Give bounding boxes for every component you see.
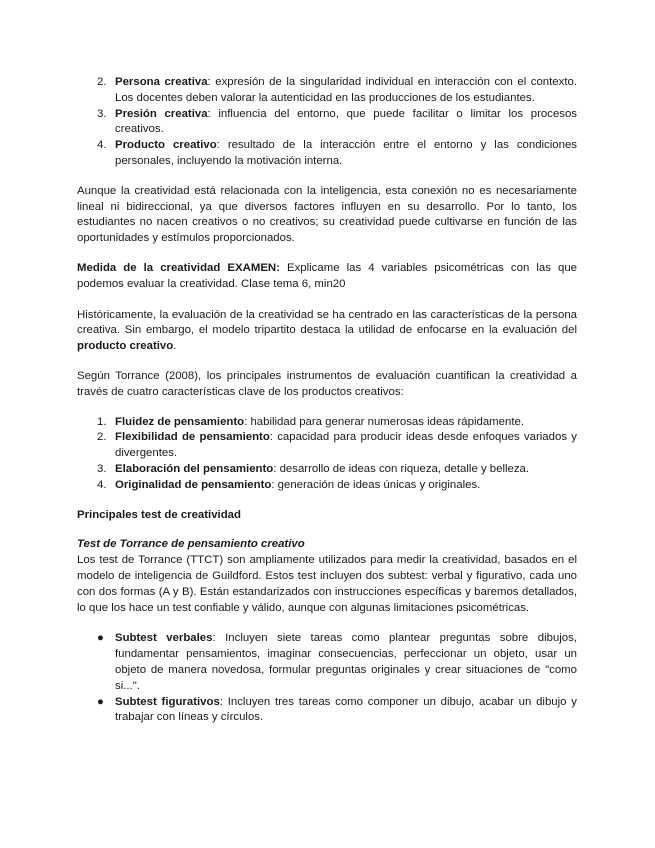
list-item — [77, 631, 577, 694]
list-text: : influencia del entorno, que puede facilitar o limitar los procesos creativos. — [115, 107, 577, 136]
list-number: 4. — [97, 139, 107, 152]
creativity-factors-list — [77, 75, 577, 170]
list-term: Presión creativa — [115, 107, 208, 120]
list-text: : Incluyen siete tareas como plantear preguntas sobre dibujos, fundamentar pensamientos, imaginar consecuencias, perfeccionar un objeto, usar un objeto de manera novedosa, formular preguntas originales y crear situaciones de "como si...". — [115, 632, 578, 692]
list-item — [77, 107, 577, 139]
list-item — [77, 695, 577, 727]
list-item — [77, 478, 577, 494]
list-number: 1. — [97, 415, 107, 428]
list-term: Flexibilidad de pensamiento — [115, 431, 270, 444]
list-term: Producto creativo — [115, 139, 217, 152]
paragraph-torrance: Según Torrance (2008), los principales instrumentos de evaluación cuantifican la creatividad a través de cuatro características clave de los productos creativos: — [77, 369, 577, 398]
list-item — [77, 462, 577, 478]
paragraph-ttct: Los test de Torrance (TTCT) son ampliamente utilizados para medir la creatividad, basados en el modelo de inteligencia de Guildford. Estos test incluyen dos subtest: verbal y figurativo, cada uno con dos formas (A y B). Están estandarizados con instrucciones específicas y baremos detallados, lo que los hace un test confiable y válido, aunque con algunas limitaciones psicométricas. — [77, 554, 577, 614]
psychometric-variables-list — [77, 415, 577, 494]
list-term: Fluidez de pensamiento — [115, 415, 245, 428]
list-number: 3. — [97, 462, 107, 475]
list-text: : Incluyen tres tareas como componer un dibujo, acabar un dibujo y trabajar con líneas y círculos. — [115, 695, 577, 724]
paragraph-history — [77, 308, 577, 355]
paragraph-intelligence: Aunque la creatividad está relacionada con la inteligencia, esta conexión no es necesariamente lineal ni bidireccional, ya que diversos factores influyen en su desarrollo. Por lo tanto, los estudiantes no nacen creativos o no creativos; su creatividad puede cultivarse en función de las oportunidades y estímulos proporcionados. — [77, 184, 577, 245]
list-term: Subtest figurativos — [115, 695, 220, 708]
list-text: : resultado de la interacción entre el entorno y las condiciones personales, incluyendo la motivación interna. — [115, 139, 578, 167]
list-number: 2. — [97, 76, 107, 88]
paragraph-bold-term: producto creativo — [77, 340, 174, 353]
exam-title: Medida de la creatividad EXAMEN: — [77, 261, 280, 274]
list-number: 2. — [97, 431, 107, 444]
bullet-icon: ● — [97, 695, 104, 708]
paragraph-end: . — [173, 340, 177, 353]
paragraph-exam — [77, 261, 577, 293]
list-text: : generación de ideas únicas y originales. — [271, 478, 481, 491]
list-term: Elaboración del pensamiento — [115, 462, 274, 475]
list-text: : desarrollo de ideas con riqueza, detalle y belleza. — [273, 462, 530, 475]
paragraph-text: Históricamente, la evaluación de la creatividad se ha centrado en las características de la persona creativa. Sin embargo, el modelo tripartito destaca la utilidad de enfocarse en la evaluación del — [77, 308, 577, 337]
bullet-icon: ● — [97, 632, 104, 645]
subsection-heading: Test de Torrance de pensamiento creativo — [77, 538, 305, 551]
list-item — [77, 138, 577, 170]
list-item — [77, 415, 577, 431]
list-term: Persona creativa — [115, 76, 208, 88]
list-text: : capacidad para producir ideas desde enfoques variados y divergentes. — [115, 431, 577, 460]
section-heading: Principales test de creatividad — [77, 508, 241, 521]
document-page — [77, 75, 577, 726]
exam-text: Explicame las 4 variables psicométricas con las que podemos evaluar la creatividad. Clase tema 6, min20 — [77, 261, 577, 290]
list-number: 4. — [97, 478, 107, 491]
list-term: Originalidad de pensamiento — [115, 478, 272, 491]
list-term: Subtest verbales — [115, 632, 213, 645]
list-text: : habilidad para generar numerosas ideas rápidamente. — [244, 415, 525, 428]
list-text: : expresión de la singularidad individual en interacción con el contexto. Los docentes deben valorar la autenticidad en las producciones de los estudiantes. — [115, 76, 577, 104]
subtest-list — [77, 631, 577, 726]
list-number: 3. — [97, 107, 107, 120]
list-item — [77, 430, 577, 462]
list-item — [77, 75, 577, 107]
